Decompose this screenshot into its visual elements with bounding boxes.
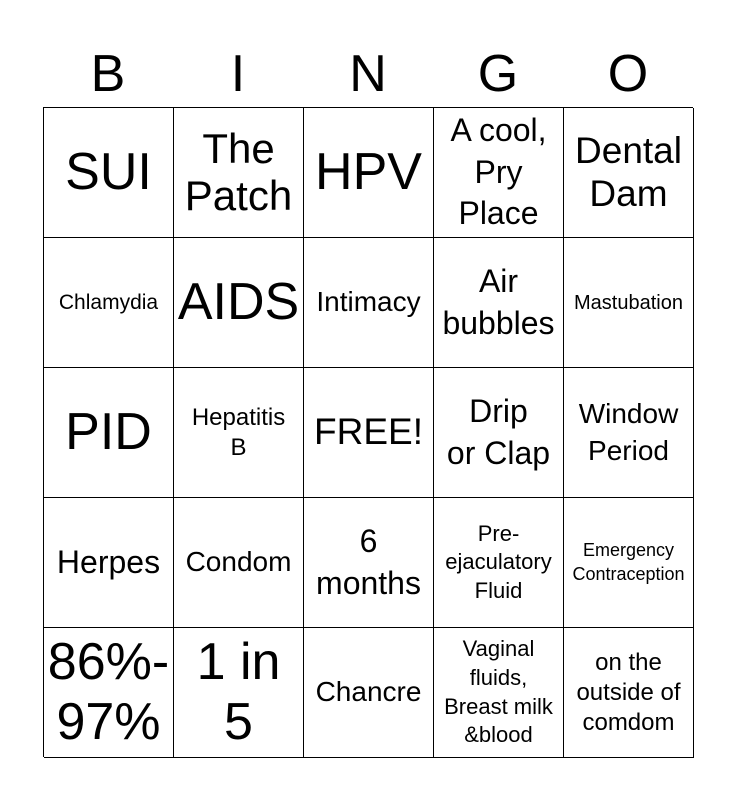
cell-text: Intimacy [316, 286, 421, 318]
cell-text: 86%- 97% [47, 632, 170, 751]
bingo-cell[interactable] [564, 498, 694, 628]
bingo-grid [43, 107, 693, 757]
bingo-cell[interactable] [174, 628, 304, 758]
bingo-cell[interactable] [564, 368, 694, 498]
cell-text: Air bubbles [442, 262, 555, 341]
cell-text: Chancre [315, 676, 422, 708]
cell-text: Window Period [578, 398, 679, 466]
bingo-cell[interactable] [434, 108, 564, 238]
cell-text: Condom [185, 546, 292, 578]
cell-text: The Patch [184, 125, 293, 219]
bingo-cell[interactable] [434, 368, 564, 498]
header-letter-g: G [477, 45, 519, 103]
bingo-cell[interactable] [434, 238, 564, 368]
bingo-header [43, 40, 693, 108]
header-letter-i: I [230, 45, 246, 103]
bingo-cell[interactable] [44, 108, 174, 238]
cell-text: 6 months [316, 522, 421, 601]
bingo-cell[interactable] [434, 628, 564, 758]
bingo-cell[interactable] [44, 368, 174, 498]
cell-text: FREE! [314, 411, 423, 453]
cell-text: Dental Dam [575, 129, 682, 214]
bingo-cell[interactable] [304, 498, 434, 628]
cell-text: Mastubation [574, 291, 683, 314]
bingo-cell[interactable] [44, 628, 174, 758]
bingo-cell[interactable] [434, 498, 564, 628]
bingo-cell[interactable] [44, 498, 174, 628]
cell-text: AIDS [177, 272, 300, 331]
bingo-cell[interactable] [304, 108, 434, 238]
header-letter-o: O [607, 45, 649, 103]
cell-text: PID [65, 402, 152, 461]
bingo-cell[interactable] [174, 108, 304, 238]
bingo-cell[interactable] [304, 238, 434, 368]
cell-text: HPV [315, 142, 422, 201]
bingo-cell[interactable] [44, 238, 174, 368]
cell-text: A cool, Pry Place [450, 112, 547, 232]
cell-text: Chlamydia [58, 290, 159, 314]
bingo-cell[interactable] [174, 498, 304, 628]
bingo-cell[interactable] [564, 628, 694, 758]
bingo-cell[interactable] [564, 108, 694, 238]
cell-text: Vaginal fluids, Breast milk &blood [444, 636, 553, 748]
header-letter-n: N [349, 45, 387, 103]
header-letter-b: B [90, 45, 126, 103]
bingo-cell[interactable] [304, 628, 434, 758]
cell-text: Hepatitis B [191, 403, 286, 461]
cell-text: SUI [65, 142, 152, 201]
cell-text: Herpes [56, 543, 161, 580]
bingo-cell[interactable] [174, 238, 304, 368]
bingo-cell[interactable] [174, 368, 304, 498]
cell-text: 1 in 5 [196, 632, 281, 751]
cell-text: Drip or Clap [446, 392, 551, 471]
cell-text: Emergency Contraception [572, 540, 685, 584]
bingo-cell[interactable] [564, 238, 694, 368]
cell-text: on the outside of comdom [576, 648, 681, 736]
bingo-cell[interactable] [304, 368, 434, 498]
cell-text: Pre- ejaculatory Fluid [445, 520, 552, 603]
